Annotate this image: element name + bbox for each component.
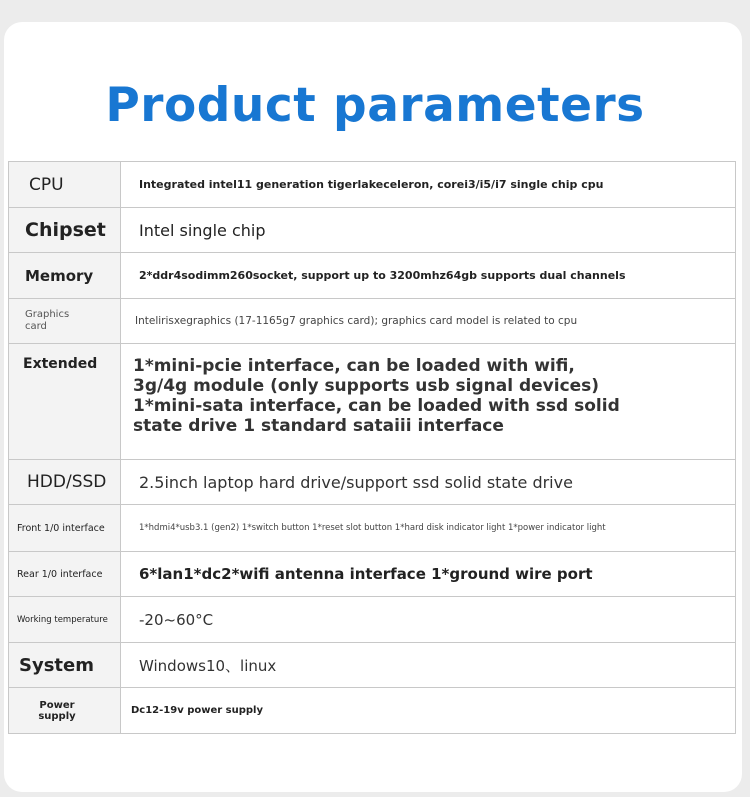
table-row — [9, 688, 736, 734]
spec-label-cpu: CPU — [29, 174, 64, 195]
table-row — [9, 597, 736, 643]
spec-label-working-temperature: Working temperature — [17, 614, 108, 625]
spec-label-chipset: Chipset — [25, 219, 106, 241]
spec-value-rear-interface: 6*lan1*dc2*wifi antenna interface 1*ground wire port — [139, 565, 593, 583]
spec-label-extended: Extended — [23, 356, 98, 372]
spec-value-chipset: Intel single chip — [139, 220, 266, 240]
spec-value-memory: 2*ddr4sodimm260socket, support up to 3200mhz64gb supports dual channels — [139, 269, 626, 282]
spec-label-system: System — [19, 654, 94, 676]
spec-value-hdd-ssd: 2.5inch laptop hard drive/support ssd solid state drive — [139, 472, 573, 492]
spec-value-power-supply: Dc12-19v power supply — [131, 705, 264, 716]
spec-label-rear-interface: Rear 1/0 interface — [17, 568, 103, 580]
spec-label-memory: Memory — [25, 266, 94, 285]
spec-label-graphics-card: Graphics card — [25, 309, 70, 332]
table-row — [9, 552, 736, 597]
table-row — [9, 344, 736, 460]
table-row — [9, 505, 736, 552]
spec-label-hdd-ssd: HDD/SSD — [27, 472, 107, 492]
spec-label-power-supply: Power supply — [38, 699, 76, 722]
spec-value-extended: 1*mini-pcie interface, can be loaded with wifi, 3g/4g module (only supports usb signal devices) 1*mini-sata interface, can be loaded with ssd solid state drive 1 standard sataiii interface — [133, 356, 620, 436]
spec-value-graphics-card: Intelirisxegraphics (17-1165g7 graphics card); graphics card model is related to cpu — [135, 315, 578, 327]
table-row — [9, 162, 736, 208]
spec-value-working-temperature: -20~60°C — [139, 610, 214, 629]
table-row — [9, 460, 736, 505]
page-title: Product parameters — [105, 78, 645, 133]
table-row — [9, 299, 736, 344]
spec-table — [8, 161, 736, 734]
spec-value-system: Windows10、linux — [139, 656, 277, 675]
table-row — [9, 208, 736, 253]
spec-label-front-interface: Front 1/0 interface — [17, 522, 105, 534]
table-row — [9, 643, 736, 688]
table-row — [9, 253, 736, 299]
spec-value-cpu: Integrated intel11 generation tigerlakeceleron, corei3/i5/i7 single chip cpu — [139, 178, 604, 191]
spec-value-front-interface: 1*hdmi4*usb3.1 (gen2) 1*switch button 1*reset slot button 1*hard disk indicator light 1*power indicator light — [139, 523, 606, 533]
